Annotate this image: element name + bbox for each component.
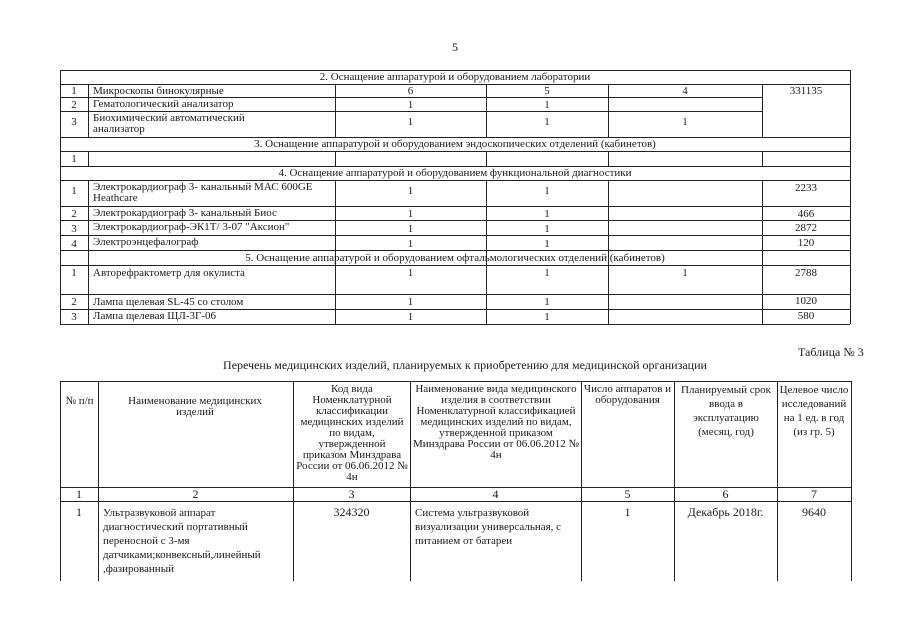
- column-number: 4: [492, 487, 499, 501]
- row-code: 2788: [795, 267, 817, 279]
- row-qty-2: 1: [544, 99, 550, 111]
- row-qty-2: 1: [544, 238, 550, 250]
- row-name: Биохимический автоматический анализатор: [93, 112, 245, 135]
- row-qty-3: 1: [682, 267, 688, 279]
- row-name: Авторефрактометр для окулиста: [93, 267, 245, 279]
- column-number: 1: [76, 487, 82, 501]
- row-qty-2: 1: [544, 223, 550, 235]
- row-code: 331135: [789, 85, 823, 97]
- row-qty-1: 1: [407, 223, 414, 235]
- row-name: Микроскопы бинокулярные: [93, 85, 224, 97]
- row-qty-1: 6: [407, 85, 414, 97]
- row-qty-1: 1: [407, 238, 414, 250]
- page-number: 5: [452, 40, 458, 54]
- row-number: 1: [71, 85, 77, 97]
- row-qty-1: 1: [407, 185, 414, 197]
- row-qty-2: 1: [544, 296, 550, 308]
- row-count: 1: [624, 505, 631, 519]
- column-number: 2: [192, 487, 199, 501]
- section-title: 3. Оснащение аппаратурой и оборудованием эндоскопических отделений (кабинетов): [254, 138, 656, 150]
- row-number: 4: [71, 238, 77, 250]
- row-target: 9640: [802, 505, 826, 519]
- row-device-name: Ультразвуковой аппарат диагностический портативный переносной с 3-мя датчиками;конвексный,линейный ,фазированный: [103, 507, 261, 575]
- row-number: 3: [71, 311, 77, 323]
- row-name: Электрокардиограф-ЭК1Т/ 3-07 "Аксион": [93, 221, 290, 233]
- row-qty-1: 1: [407, 99, 414, 111]
- row-code: 580: [797, 310, 815, 322]
- section-title: 5. Оснащение аппаратурой и оборудованием офтальмологических отделений (кабинетов): [245, 252, 665, 264]
- row-qty-3: 1: [682, 116, 688, 128]
- column-number: 6: [722, 487, 729, 501]
- row-qty-2: 1: [544, 185, 550, 197]
- row-code: 120: [797, 237, 815, 249]
- row-code: 2233: [795, 182, 817, 194]
- table-caption: Перечень медицинских изделий, планируемых к приобретению для медицинской организации: [223, 358, 707, 372]
- row-name: Электроэнцефалограф: [93, 236, 199, 248]
- table-label: Таблица № 3: [798, 345, 864, 359]
- row-qty-2: 1: [544, 208, 550, 220]
- row-number: 3: [71, 223, 77, 235]
- row-code: 1020: [795, 295, 817, 307]
- row-qty-2: 5: [544, 85, 550, 97]
- row-qty-3: 4: [682, 85, 688, 97]
- row-number: 2: [71, 208, 77, 220]
- row-qty-2: 1: [544, 267, 550, 279]
- row-code: 2872: [795, 222, 817, 234]
- header-number: № п/п: [65, 395, 94, 407]
- row-number: 1: [71, 267, 77, 279]
- column-number: 7: [811, 487, 817, 501]
- row-kind-name: Система ультразвуковой визуализации универсальная, с питанием от батареи: [415, 507, 562, 547]
- row-number: 2: [71, 99, 77, 111]
- header-device-name: Наименование медицинских изделий: [128, 395, 262, 418]
- row-qty-1: 1: [407, 267, 414, 279]
- row-number: 3: [71, 116, 77, 128]
- section-title: 4. Оснащение аппаратурой и оборудованием функциональной диагностики: [278, 167, 632, 179]
- column-number: 3: [348, 487, 355, 501]
- row-name: Электрокардиограф 3- канальный МАС 600GE Heathcare: [93, 181, 313, 204]
- row-number: 1: [76, 505, 82, 519]
- header-count: Число аппаратов и оборудования: [583, 383, 672, 406]
- row-qty-1: 1: [407, 116, 414, 128]
- row-code: 466: [797, 208, 815, 220]
- row-name: Электрокардиограф 3- канальный Биос: [93, 207, 277, 219]
- header-kind-name: Наименование вида медицинского изделия в соответствии Номенклатурной классификацией медицинских изделий по видам, утвержденной приказом Минздрава России от 06.06.2012 № 4н: [413, 383, 579, 461]
- row-commission-date: Декабрь 2018г.: [687, 505, 764, 519]
- row-kind-code: 324320: [333, 505, 370, 519]
- header-target: Целевое число исследований на 1 ед. в год (из гр. 5): [779, 384, 849, 438]
- row-name: Гематологический анализатор: [93, 98, 234, 110]
- row-name: Лампа щелевая SL-45 со столом: [93, 296, 244, 308]
- section-title: 2. Оснащение аппаратурой и оборудованием лаборатории: [319, 71, 591, 83]
- column-number: 5: [624, 487, 631, 501]
- row-number: 1: [71, 185, 77, 197]
- row-qty-1: 1: [407, 208, 414, 220]
- header-commission-date: Планируемый срок ввода в эксплуатацию (месяц, год): [681, 384, 771, 438]
- row-qty-1: 1: [407, 311, 414, 323]
- row-qty-2: 1: [544, 116, 550, 128]
- header-kind-code: Код вида Номенклатурной классификации медицинских изделий по видам, утвержденной приказом Минздрава России от 06.06.2012 № 4н: [296, 383, 408, 483]
- row-number: 2: [71, 296, 77, 308]
- row-name: Лампа щелевая ЩЛ-3Г-06: [93, 310, 217, 322]
- row-qty-1: 1: [407, 296, 414, 308]
- row-number: 1: [71, 153, 77, 165]
- row-qty-2: 1: [544, 311, 550, 323]
